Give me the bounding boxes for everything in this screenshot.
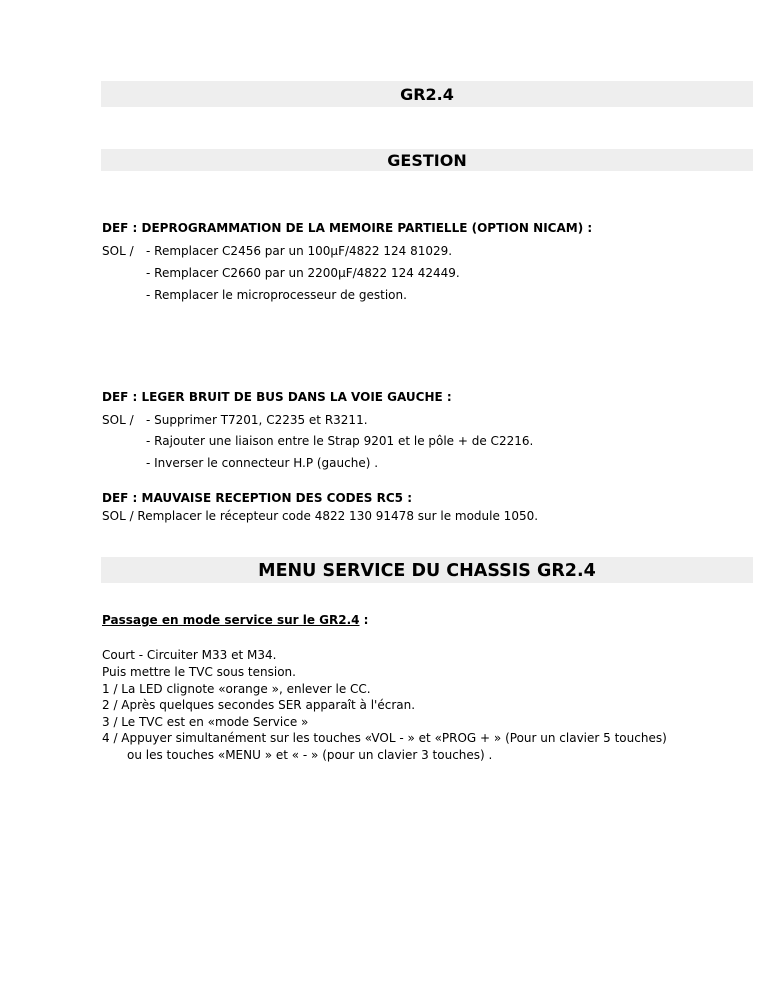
service-subheading bbox=[102, 613, 368, 627]
page-title: GR2.4 bbox=[101, 81, 753, 107]
solution-1-item: - Remplacer C2456 par un 100µF/4822 124 81029. bbox=[146, 244, 453, 258]
solution-1-label: SOL / bbox=[102, 244, 134, 258]
solution-1-item: - Remplacer le microprocesseur de gestion. bbox=[146, 288, 407, 302]
section-heading-menu-service: MENU SERVICE DU CHASSIS GR2.4 bbox=[101, 557, 753, 583]
solution-2-item: - Inverser le connecteur H.P (gauche) . bbox=[146, 456, 379, 470]
solution-3-line: SOL / Remplacer le récepteur code 4822 130 91478 sur le module 1050. bbox=[102, 509, 539, 523]
service-step-line: Puis mettre le TVC sous tension. bbox=[102, 665, 296, 679]
service-step-line: 2 / Après quelques secondes SER apparaît à l'écran. bbox=[102, 698, 416, 712]
solution-1-item: - Remplacer C2660 par un 2200µF/4822 124 42449. bbox=[146, 266, 460, 280]
section-heading-gestion: GESTION bbox=[101, 149, 753, 171]
service-subheading-text: Passage en mode service sur le GR2.4 bbox=[102, 613, 360, 627]
service-step-line: 3 / Le TVC est en «mode Service » bbox=[102, 715, 309, 729]
service-step-line: 4 / Appuyer simultanément sur les touches «VOL - » et «PROG + » (Pour un clavier 5 touches) bbox=[102, 731, 667, 745]
defect-3-label: DEF : MAUVAISE RECEPTION DES CODES RC5 : bbox=[102, 491, 413, 505]
defect-1-label: DEF : DEPROGRAMMATION DE LA MEMOIRE PARTIELLE (OPTION NICAM) : bbox=[102, 221, 593, 235]
defect-2-label: DEF : LEGER BRUIT DE BUS DANS LA VOIE GAUCHE : bbox=[102, 390, 452, 404]
service-step-line: 1 / La LED clignote «orange », enlever le CC. bbox=[102, 682, 371, 696]
service-step-line: Court - Circuiter M33 et M34. bbox=[102, 648, 277, 662]
solution-2-label: SOL / bbox=[102, 413, 134, 427]
solution-2-item: - Rajouter une liaison entre le Strap 9201 et le pôle + de C2216. bbox=[146, 434, 534, 448]
service-step-continuation: ou les touches «MENU » et « - » (pour un clavier 3 touches) . bbox=[127, 748, 493, 762]
solution-2-item: - Supprimer T7201, C2235 et R3211. bbox=[146, 413, 368, 427]
service-subheading-suffix: : bbox=[359, 613, 369, 627]
